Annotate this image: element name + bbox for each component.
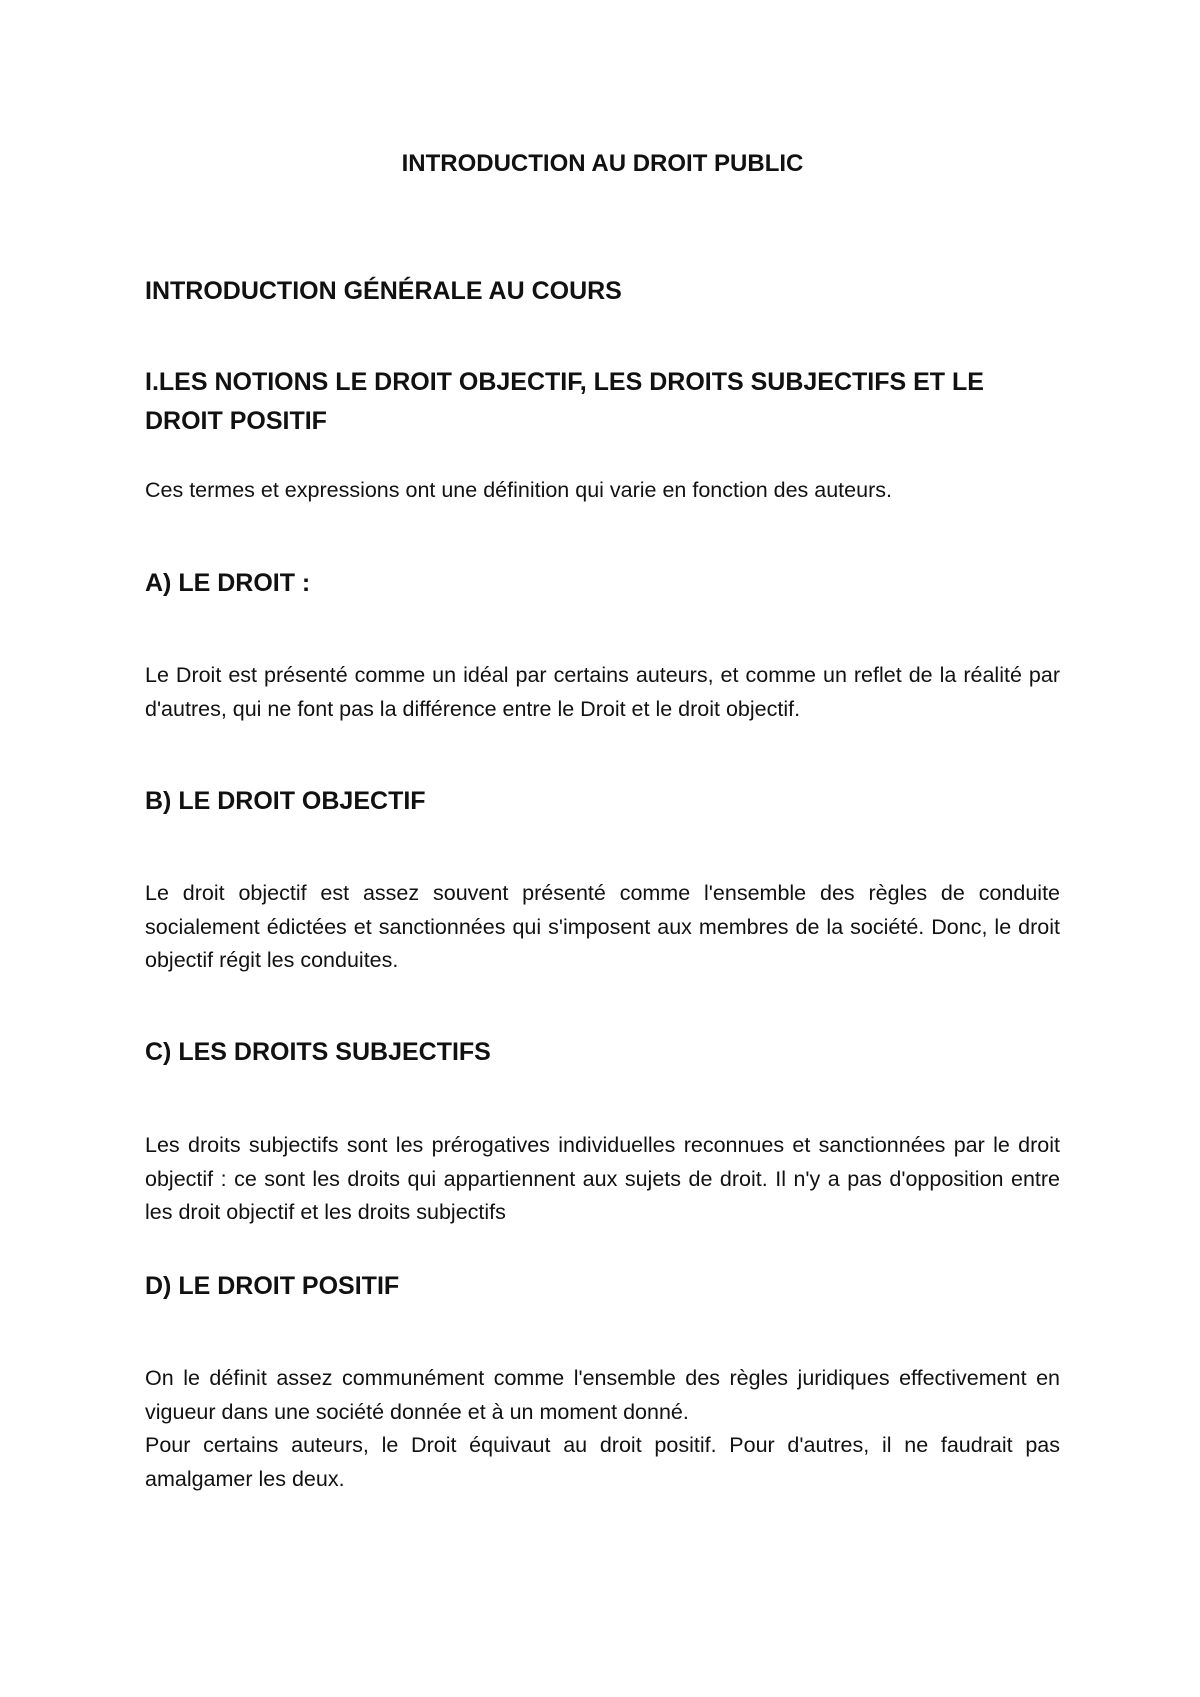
section-heading: INTRODUCTION GÉNÉRALE AU COURS xyxy=(145,277,622,305)
heading-le-droit: A) LE DROIT : xyxy=(145,569,311,597)
paragraph-droit-objectif: Le droit objectif est assez souvent présenté comme l'ensemble des règles de conduite socialement édictées et sanctionnées qui s'imposent aux membres de la société. Donc, le droit objectif régit les conduites. xyxy=(145,881,1060,972)
paragraph-le-droit: Le Droit est présenté comme un idéal par certains auteurs, et comme un reflet de la réalité par d'autres, qui ne font pas la différence entre le Droit et le droit objectif. xyxy=(145,663,1060,721)
paragraph-droits-subjectifs: Les droits subjectifs sont les prérogatives individuelles reconnues et sanctionnées par le droit objectif : ce sont les droits qui appartiennent aux sujets de droit. Il n'y a pas d'opposition entre les droit objectif et les droits subjectifs xyxy=(145,1133,1060,1224)
heading-droit-positif: D) LE DROIT POSITIF xyxy=(145,1272,400,1300)
part-heading: I.LES NOTIONS LE DROIT OBJECTIF, LES DROITS SUBJECTIFS ET LE DROIT POSITIF xyxy=(145,368,984,435)
paragraph-droit-positif-1: On le définit assez communément comme l'ensemble des règles juridiques effectivement en vigueur dans une société donnée et à un moment donné. xyxy=(145,1366,1060,1424)
heading-droit-objectif: B) LE DROIT OBJECTIF xyxy=(145,787,426,815)
document-title: INTRODUCTION AU DROIT PUBLIC xyxy=(401,150,804,177)
heading-droits-subjectifs: C) LES DROITS SUBJECTIFS xyxy=(145,1038,491,1066)
intro-paragraph: Ces termes et expressions ont une définition qui varie en fonction des auteurs. xyxy=(145,478,892,502)
paragraph-droit-positif-2: Pour certains auteurs, le Droit équivaut au droit positif. Pour d'autres, il ne faudrait pas amalgamer les deux. xyxy=(145,1433,1060,1491)
